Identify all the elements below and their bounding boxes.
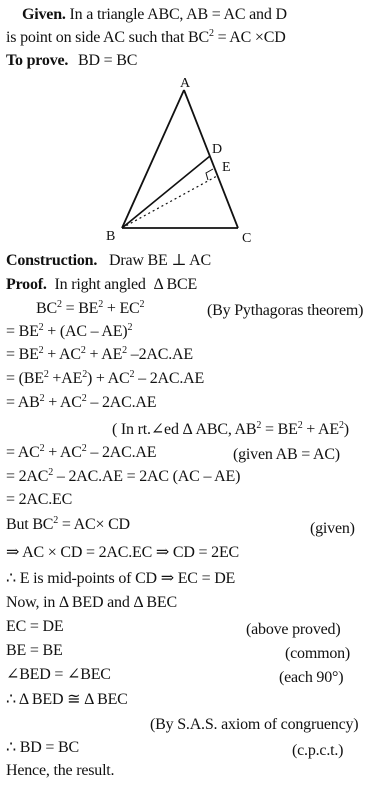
- equation-fragment: ): [343, 421, 349, 438]
- label-vertex-a: A: [180, 76, 191, 91]
- proof-line-6-note: [112, 420, 349, 440]
- proof-label: Proof.: [6, 276, 47, 293]
- equation-fragment: = AB: [6, 394, 40, 411]
- to-prove-line: [6, 51, 137, 71]
- superscript: 2: [39, 443, 45, 454]
- equation-fragment: + (AC – AE): [43, 323, 128, 340]
- superscript: 2: [43, 369, 49, 380]
- equation-fragment: = BE: [6, 323, 39, 340]
- equation-fragment: – 2AC.AE: [86, 394, 157, 411]
- proof-line-1: [36, 299, 144, 319]
- proof-line-18: (By S.A.S. axiom of congruency): [150, 716, 359, 733]
- superscript: 2: [82, 369, 87, 380]
- proof-line-4: [6, 369, 204, 389]
- given-text-2b: = AC ×CD: [213, 29, 286, 46]
- superscript: 2: [81, 393, 87, 404]
- superscript: 2: [338, 420, 344, 431]
- proof-line-19: ∴ BD = BC: [6, 739, 79, 756]
- superscript: 2: [48, 467, 54, 478]
- equation-fragment: – 2AC.AE: [134, 370, 205, 387]
- equation-fragment: = BE: [61, 300, 99, 317]
- superscript: 2: [56, 299, 62, 310]
- construction-text: Draw BE ⊥ AC: [109, 252, 211, 269]
- superscript: 2: [38, 345, 44, 356]
- proof-line-2: [6, 322, 132, 342]
- equation-fragment: + AE: [85, 346, 123, 363]
- superscript: 2: [53, 515, 59, 526]
- construction-line: [6, 251, 211, 271]
- given-label: Given.: [22, 6, 66, 23]
- equation-fragment: But BC: [6, 516, 54, 533]
- proof-line-9: = 2AC.EC: [6, 491, 73, 508]
- proof-line-15-note: (common): [285, 645, 351, 662]
- superscript: 2: [127, 322, 133, 333]
- proof-line-10: [6, 515, 130, 535]
- proof-line-13: Now, in Δ BED and Δ BEC: [6, 594, 177, 611]
- equation-fragment: BC: [36, 300, 57, 317]
- proof-line-11: ⇒ AC × CD = 2AC.EC ⇒ CD = 2EC: [6, 544, 239, 561]
- proof-line-7: [6, 443, 156, 463]
- proof-line-14-note: (above proved): [246, 621, 341, 638]
- proof-intro-triangle: Δ BCE: [153, 276, 198, 293]
- to-prove-label: To prove.: [6, 52, 69, 69]
- superscript: 2: [129, 369, 135, 380]
- triangle-figure: [100, 76, 290, 246]
- proof-line-16: ∠BED = ∠BEC: [6, 666, 111, 683]
- construction-label: Construction.: [6, 252, 98, 269]
- equation-fragment: = BE: [6, 346, 39, 363]
- superscript: 2: [139, 299, 145, 310]
- superscript: 2: [122, 345, 127, 356]
- equation-fragment: + AC: [44, 444, 82, 461]
- equation-fragment: ( In rt.∠ed Δ ABC, AB: [112, 421, 257, 438]
- segment-be: [122, 176, 217, 228]
- superscript: 2: [297, 420, 303, 431]
- proof-line-7-note: (given AB = AC): [233, 446, 340, 463]
- proof-intro-line: [6, 275, 197, 295]
- proof-line-12: ∴ E is mid-points of CD ⇒ EC = DE: [6, 570, 236, 587]
- proof-line-1-note: (By Pythagoras theorem): [207, 302, 364, 319]
- proof-line-3: [6, 345, 193, 365]
- equation-fragment: + EC: [103, 300, 140, 317]
- equation-fragment: – 2AC.AE = 2AC (AC – AE): [53, 468, 241, 485]
- equation-fragment: = BE: [261, 421, 298, 438]
- proof-line-16-note: (each 90°): [279, 669, 344, 686]
- label-vertex-c: C: [242, 231, 252, 246]
- label-vertex-d: D: [212, 142, 223, 157]
- side-ac: [184, 90, 238, 228]
- equation-fragment: + AE: [302, 421, 339, 438]
- equation-fragment: = (BE: [6, 370, 44, 387]
- superscript: 2: [256, 420, 262, 431]
- proof-line-10-note: (given): [310, 520, 355, 537]
- proof-line-5: [6, 393, 156, 413]
- right-angle-mark: [206, 169, 213, 180]
- label-vertex-e: E: [222, 160, 231, 175]
- proof-line-17: ∴ Δ BED ≅ Δ BEC: [6, 691, 128, 708]
- proof-line-19-note: (c.p.c.t.): [292, 742, 344, 759]
- given-line-1: [22, 5, 287, 25]
- equation-fragment: = AC× CD: [58, 516, 130, 533]
- superscript: 2: [39, 393, 45, 404]
- given-text-1: In a triangle ABC, AB = AC and D: [69, 6, 287, 23]
- side-ab: [122, 90, 184, 228]
- proof-conclusion: Hence, the result.: [6, 762, 115, 779]
- equation-fragment: ) + AC: [87, 370, 130, 387]
- label-vertex-b: B: [106, 229, 116, 244]
- segment-bd: [122, 156, 210, 228]
- superscript: 2: [208, 28, 214, 39]
- superscript: 2: [80, 345, 86, 356]
- equation-fragment: + AC: [43, 346, 81, 363]
- equation-fragment: + AC: [44, 394, 82, 411]
- given-line-2: [6, 28, 286, 48]
- proof-line-15: BE = BE: [6, 642, 63, 659]
- given-text-2a: is point on side AC such that BC: [6, 29, 209, 46]
- proof-line-8: [6, 467, 240, 487]
- superscript: 2: [38, 322, 44, 333]
- equation-fragment: = 2AC: [6, 468, 49, 485]
- superscript: 2: [98, 299, 104, 310]
- superscript: 2: [81, 443, 87, 454]
- equation-fragment: +AE: [48, 370, 83, 387]
- equation-fragment: – 2AC.AE: [86, 444, 157, 461]
- to-prove-text: BD = BC: [78, 52, 138, 69]
- equation-fragment: –2AC.AE: [126, 346, 193, 363]
- proof-line-14: EC = DE: [6, 618, 64, 635]
- equation-fragment: = AC: [6, 444, 40, 461]
- proof-intro: In right angled: [54, 276, 146, 293]
